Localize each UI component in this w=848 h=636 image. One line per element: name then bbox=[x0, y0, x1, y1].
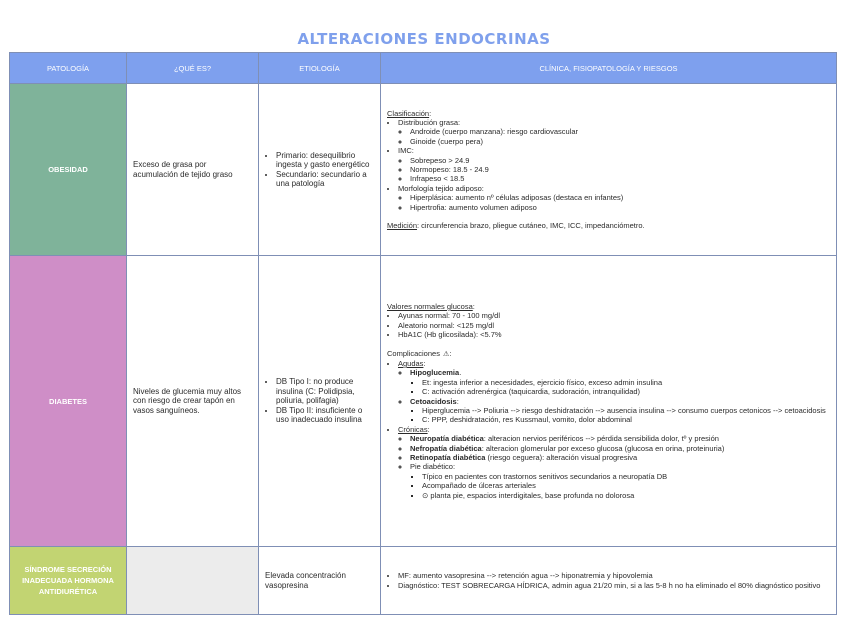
list-item: • Aleatorio normal: <125 mg/dl bbox=[398, 321, 830, 330]
valores-label: Valores normales glucosa bbox=[387, 301, 473, 311]
list-item: • DB Tipo I: no produce insulina (C: Polidipsia, poliuria, polifagia) bbox=[276, 377, 374, 406]
list-item: ◦ Retinopatía diabética (riesgo ceguera): alteración visual progresiva bbox=[410, 453, 830, 462]
siadh-clinica bbox=[381, 547, 837, 615]
list-item: ◦ Normopeso: 18.5 - 24.9 bbox=[410, 165, 830, 174]
diabetes-que-es: Niveles de glucemia muy altos con riesgo de crear tapón en vasos sanguíneos. bbox=[127, 256, 259, 547]
row-diabetes bbox=[10, 256, 837, 547]
pathology-siadh: SÍNDROME SECRECIÓN INADECUADA HORMONA ANTIDIURÉTICA bbox=[10, 547, 127, 615]
siadh-etiologia: Elevada concentración vasopresina bbox=[259, 547, 381, 615]
list-item: ▪ C: PPP, deshidratación, res Kussmaul, vomito, dolor abdominal bbox=[422, 415, 830, 424]
list-item: ◦ Hipertrofia: aumento volumen adiposo bbox=[410, 203, 830, 212]
list-item: ◦ Pie diabético: ▪ Típico en pacientes con trastornos senitivos secundarios a neuropatía DB ▪ Acompañado de úlceras arteriales ▪ ⊙ planta pie, espacios interdigitales, base profunda no dolorosa bbox=[410, 462, 830, 500]
complicaciones-label: Complicaciones bbox=[387, 348, 440, 358]
row-sindrome bbox=[10, 547, 837, 615]
list-item: • DB Tipo II: insuficiente o uso inadecuado insulina bbox=[276, 406, 374, 425]
pathology-obesidad: OBESIDAD bbox=[10, 84, 127, 256]
list-item: • Primario: desequilibrio ingesta y gasto energético bbox=[276, 151, 374, 170]
list-item: • MF: aumento vasopresina --> retención agua --> hiponatremia y hipovolemia bbox=[398, 571, 830, 580]
siadh-que-es-empty bbox=[127, 547, 259, 615]
obesidad-clinica: Clasificación: • Distribución grasa: ◦ Androide (cuerpo manzana): riesgo cardiovascular ◦ Ginoide (cuerpo pera) • IMC: ◦ Sobrepeso > 24.9 ◦ Normopeso: 18.5 - 24.9 ◦ Infrapeso < 18.5 • Morfología tejido adiposo: ◦ Hiperplásica: aumento nº células adiposas (destaca en infantes) ◦ Hipertrofia: aumento volumen adiposo Medición: circunferencia brazo, pliegue cutáneo, IMC, ICC, impedanciómetro. bbox=[381, 84, 837, 256]
header-row bbox=[10, 53, 837, 84]
list-item: ◦ Sobrepeso > 24.9 bbox=[410, 156, 830, 165]
page-title: ALTERACIONES ENDOCRINAS bbox=[297, 30, 551, 48]
header-etiologia: ETIOLOGÍA bbox=[259, 53, 381, 84]
list-item: ▪ Acompañado de úlceras arteriales bbox=[422, 481, 830, 490]
list-item: ◦ Nefropatía diabética: alteracion glomerular por exceso glucosa (glucosa en orina, proteinuria) bbox=[410, 444, 830, 453]
list-item: • HbA1C (Hb glicosilada): <5.7% bbox=[398, 330, 830, 339]
list-item: ◦ Neuropatía diabética: alteracion nervios periféricos --> pérdida sensibilida dolor, tº y presión bbox=[410, 434, 830, 443]
obesidad-etiologia bbox=[259, 84, 381, 256]
list-item: • Morfología tejido adiposo: ◦ Hiperplásica: aumento nº células adiposas (destaca en infantes) ◦ Hipertrofia: aumento volumen adiposo bbox=[398, 184, 830, 212]
list-item: • Diagnóstico: TEST SOBRECARGA HÍDRICA, admin agua 21/20 min, si a las 5-8 h no ha eliminado el 80% diagnóstico positivo bbox=[398, 581, 830, 590]
list-item: ▪ Et: ingesta inferior a necesidades, ejercicio físico, exceso admin insulina bbox=[422, 378, 830, 387]
list-item: • Ayunas normal: 70 - 100 mg/dl bbox=[398, 311, 830, 320]
list-item: ◦ Hipoglucemia. ▪ Et: ingesta inferior a necesidades, ejercicio físico, exceso admin insulina ▪ C: activación adrenérgica (taquicardia, sudoración, intranquilidad) bbox=[410, 368, 830, 396]
list-item: ◦ Androide (cuerpo manzana): riesgo cardiovascular bbox=[410, 127, 830, 136]
obesidad-que-es: Exceso de grasa por acumulación de tejido graso bbox=[127, 84, 259, 256]
list-item: ◦ Cetoacidosis: ▪ Hiperglucemia --> Poliuria --> riesgo deshidratación --> ausencia insulina --> consumo cuerpos cetonicos --> cetoacidosis ▪ C: PPP, deshidratación, res Kussmaul, vomito, dolor abdominal bbox=[410, 397, 830, 425]
pathology-diabetes: DIABETES bbox=[10, 256, 127, 547]
endocrine-table bbox=[9, 52, 837, 615]
list-item: • Secundario: secundario a una patología bbox=[276, 170, 374, 189]
list-item: ◦ Infrapeso < 18.5 bbox=[410, 174, 830, 183]
list-item: ▪ C: activación adrenérgica (taquicardia, sudoración, intranquilidad) bbox=[422, 387, 830, 396]
list-item: • Distribución grasa: ◦ Androide (cuerpo manzana): riesgo cardiovascular ◦ Ginoide (cuerpo pera) bbox=[398, 118, 830, 146]
list-item: • IMC: ◦ Sobrepeso > 24.9 ◦ Normopeso: 18.5 - 24.9 ◦ Infrapeso < 18.5 bbox=[398, 146, 830, 184]
list-item: ◦ Ginoide (cuerpo pera) bbox=[410, 137, 830, 146]
header-patologia: PATOLOGÍA bbox=[10, 53, 127, 84]
list-item: ▪ ⊙ planta pie, espacios interdigitales, base profunda no dolorosa bbox=[422, 491, 830, 500]
list-item: • Agudas: ◦ Hipoglucemia. ▪ Et: ingesta inferior a necesidades, ejercicio físico, exceso admin insulina ▪ C: activación adrenérgica (taquicardia, sudoración, intranquilidad) ◦ Cetoacidosis: ▪ Hiperglucemia --> Poliuria --> riesgo deshidratación --> ausencia insulina --> consumo cuerpos cetonicos --> cetoacidosis ▪ C: PPP, deshidratación, res Kussmaul, vomito, dolor abdominal bbox=[398, 359, 830, 425]
header-que-es: ¿QUÉ ES? bbox=[127, 53, 259, 84]
row-obesidad bbox=[10, 84, 837, 256]
list-item: ▪ Hiperglucemia --> Poliuria --> riesgo deshidratación --> ausencia insulina --> consumo cuerpos cetonicos --> cetoacidosis bbox=[422, 406, 830, 415]
clasificacion-label: Clasificación bbox=[387, 108, 430, 118]
warning-icon: ⚠ bbox=[443, 350, 450, 358]
list-item: ◦ Hiperplásica: aumento nº células adiposas (destaca en infantes) bbox=[410, 193, 830, 202]
diabetes-etiologia bbox=[259, 256, 381, 547]
medicion-line: Medición: circunferencia brazo, pliegue cutáneo, IMC, ICC, impedanciómetro. bbox=[387, 221, 645, 231]
diabetes-clinica: Valores normales glucosa: • Ayunas normal: 70 - 100 mg/dl • Aleatorio normal: <125 mg/dl • HbA1C (Hb glicosilada): <5.7% Complicaciones ⚠: • Agudas: ◦ Hipoglucemia. ▪ Et: ingesta inferior a necesidades, ejercicio físico, exceso admin insulina ▪ C: activación adrenérgica (taquicardia, sudoración, intranquilidad) ◦ Cetoacidosis: ▪ Hiperglucemia --> Poliuria --> riesgo deshidratación --> ausencia insulina --> consumo cuerpos cetonicos --> cetoacidosis ▪ C: PPP, deshidratación, res Kussmaul, vomito, dolor abdominal • Crónicas: ◦ Neuropatía diabética: alteracion nervios periféricos --> pérdida sensibilida dolor, tº y presión ◦ Nefropatía diabética: alteracion glomerular por exceso glucosa (glucosa en orina, proteinuria) ◦ Retinopatía diabética (riesgo ceguera): alteración visual progresiva ◦ Pie diabético: ▪ Típico en pacientes con trastornos senitivos secundarios a neuropatía DB ▪ Acompañado de úlceras arteriales ▪ ⊙ planta pie, espacios interdigitales, base profunda no dolorosa bbox=[381, 256, 837, 547]
list-item: • Crónicas: ◦ Neuropatía diabética: alteracion nervios periféricos --> pérdida sensibilida dolor, tº y presión ◦ Nefropatía diabética: alteracion glomerular por exceso glucosa (glucosa en orina, proteinuria) ◦ Retinopatía diabética (riesgo ceguera): alteración visual progresiva ◦ Pie diabético: ▪ Típico en pacientes con trastornos senitivos secundarios a neuropatía DB ▪ Acompañado de úlceras arteriales ▪ ⊙ planta pie, espacios interdigitales, base profunda no dolorosa bbox=[398, 425, 830, 500]
header-clinica: CLÍNICA, FISIOPATOLOGÍA Y RIESGOS bbox=[381, 53, 837, 84]
list-item: ▪ Típico en pacientes con trastornos senitivos secundarios a neuropatía DB bbox=[422, 472, 830, 481]
